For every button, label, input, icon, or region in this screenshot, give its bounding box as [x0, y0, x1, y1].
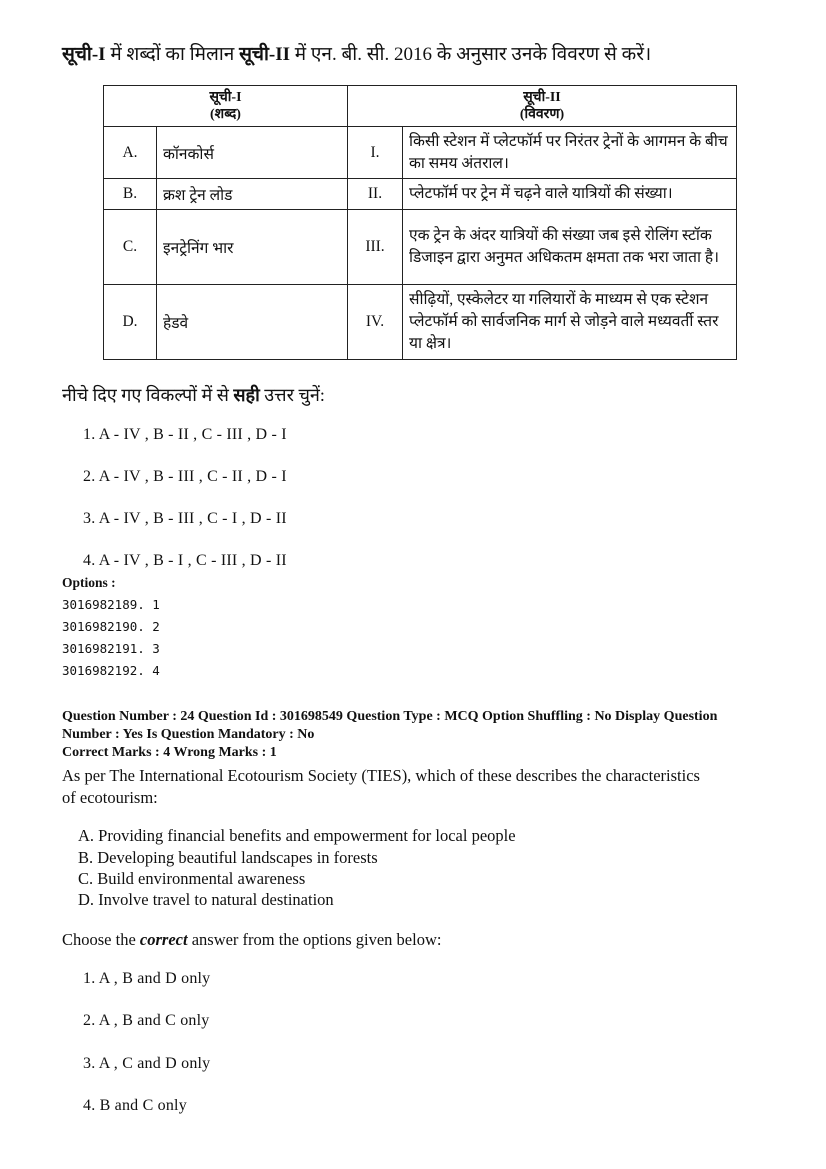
row-letter: C.	[104, 210, 157, 285]
row-term: इनट्रेनिंग भार	[157, 210, 348, 285]
option-4[interactable]: 4. B and C only	[83, 1097, 187, 1114]
row-roman: I.	[348, 127, 403, 179]
option-id: 3016982189. 1	[62, 597, 160, 612]
instruction-text-2: answer from the options given below:	[187, 930, 442, 949]
table-row	[104, 285, 737, 360]
instruction-emphasis: correct	[139, 930, 188, 949]
option-2[interactable]: 2. A - IV , B - III , C - II , D - I	[83, 468, 287, 485]
list2-header	[348, 86, 737, 127]
row-term: कॉनकोर्स	[157, 127, 348, 179]
option-1[interactable]: 1. A , B and D only	[83, 970, 211, 987]
question-meta-line: Number : Yes Is Question Mandatory : No	[62, 727, 315, 742]
table-header-row	[104, 86, 737, 127]
statement-b: B. Developing beautiful landscapes in forests	[78, 848, 378, 867]
list2-label: सूची-II	[239, 44, 291, 65]
row-description: प्लेटफॉर्म पर ट्रेन में चढ़ने वाले यात्रियों की संख्या।	[403, 179, 737, 210]
option-3[interactable]: 3. A - IV , B - III , C - I , D - II	[83, 510, 287, 527]
question-heading	[62, 40, 651, 66]
row-letter: A.	[104, 127, 157, 179]
instruction-text-2: उत्तर चुनें:	[259, 385, 325, 405]
question-text	[62, 765, 782, 809]
question-line: of ecotourism:	[62, 788, 158, 807]
row-term: क्रश ट्रेन लोड	[157, 179, 348, 210]
option-2[interactable]: 2. A , B and C only	[83, 1012, 210, 1029]
option-4[interactable]: 4. A - IV , B - I , C - III , D - II	[83, 552, 287, 569]
row-roman: III.	[348, 210, 403, 285]
row-letter: B.	[104, 179, 157, 210]
list2-header-title: सूची-II	[523, 90, 561, 105]
list1-header-sub: (शब्द)	[210, 107, 241, 122]
question-line: As per The International Ecotourism Society (TIES), which of these describes the characteristics	[62, 766, 700, 785]
list1-label: सूची-I	[62, 44, 106, 65]
row-roman: IV.	[348, 285, 403, 360]
option-3[interactable]: 3. A , C and D only	[83, 1055, 211, 1072]
list2-header-sub: (विवरण)	[519, 107, 565, 122]
row-letter: D.	[104, 285, 157, 360]
list1-header	[104, 86, 348, 127]
answer-instruction	[62, 383, 325, 407]
option-1[interactable]: 1. A - IV , B - II , C - III , D - I	[83, 426, 287, 443]
instruction-text-1: नीचे दिए गए विकल्पों में से	[62, 385, 234, 405]
row-term: हेडवे	[157, 285, 348, 360]
heading-text-1: में शब्दों का मिलान	[105, 44, 240, 65]
options-label: Options :	[62, 575, 116, 590]
match-table	[103, 85, 737, 360]
list1-header-title: सूची-I	[209, 90, 242, 105]
option-id: 3016982191. 3	[62, 641, 160, 656]
question-marks: Correct Marks : 4 Wrong Marks : 1	[62, 745, 277, 760]
instruction-text-1: Choose the	[62, 930, 140, 949]
table-row	[104, 210, 737, 285]
row-description: एक ट्रेन के अंदर यात्रियों की संख्या जब इसे रोलिंग स्टॉक डिजाइन द्वारा अनुमत अधिकतम क्षमता तक भरा जाता है।	[403, 210, 737, 285]
row-description: किसी स्टेशन में प्लेटफॉर्म पर निरंतर ट्रेनों के आगमन के बीच का समय अंतराल।	[403, 127, 737, 179]
answer-instruction-en	[62, 930, 441, 950]
heading-text-2: में एन. बी. सी. 2016 के अनुसार उनके विवरण से करें।	[290, 44, 652, 65]
statement-d: D. Involve travel to natural destination	[78, 890, 334, 909]
statement-c: C. Build environmental awareness	[78, 869, 306, 888]
row-roman: II.	[348, 179, 403, 210]
row-description: सीढ़ियों, एस्केलेटर या गलियारों के माध्यम से एक स्टेशन प्लेटफॉर्म को सार्वजनिक मार्ग से जोड़ने वाले मध्यवर्ती स्तर या क्षेत्र।	[403, 285, 737, 360]
option-id: 3016982190. 2	[62, 619, 160, 634]
table-row	[104, 179, 737, 210]
table-row	[104, 127, 737, 179]
question-meta-line: Question Number : 24 Question Id : 301698549 Question Type : MCQ Option Shuffling : No Display Question	[62, 709, 718, 724]
instruction-emphasis: सही	[233, 385, 260, 405]
statement-a: A. Providing financial benefits and empowerment for local people	[78, 826, 516, 845]
option-id: 3016982192. 4	[62, 663, 160, 678]
